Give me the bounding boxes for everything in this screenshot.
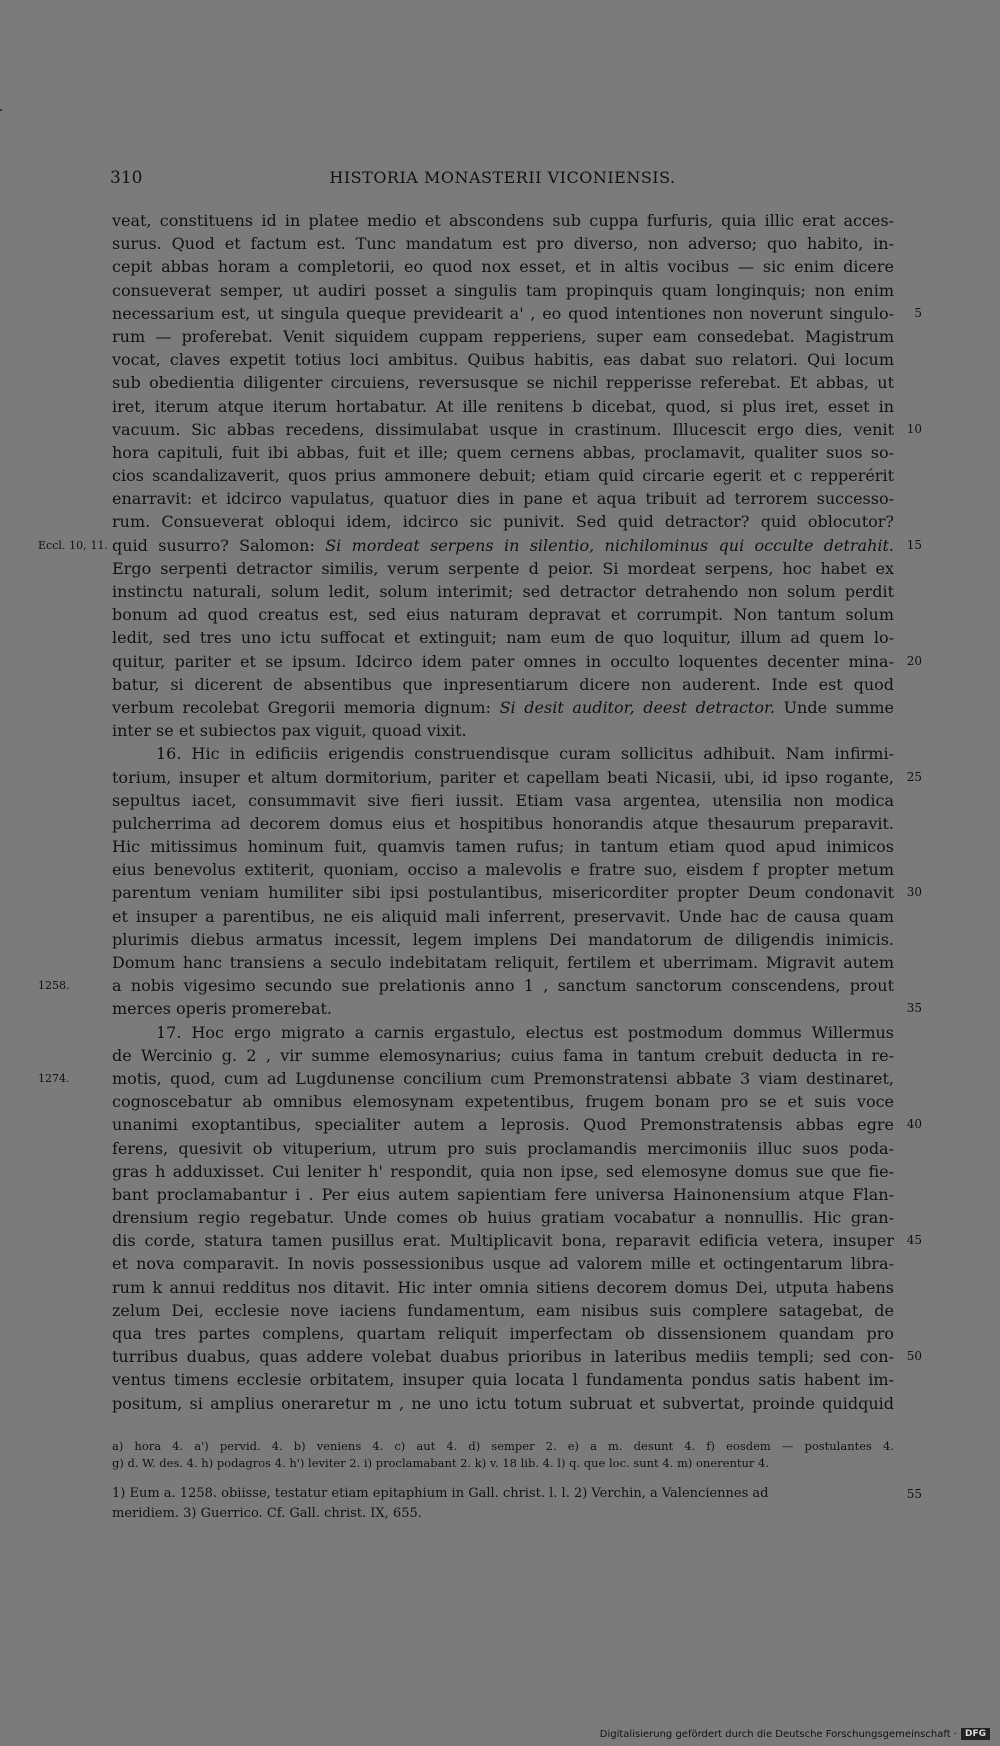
main-text <box>38 209 922 1415</box>
text-line <box>112 441 894 464</box>
text-line <box>112 858 894 881</box>
line-text: iret, iterum atque iterum hortabatur. At ille renitens b dicebat, quod, si plus iret, esset in <box>112 396 894 416</box>
line-text: a) hora 4. a') pervid. 4. b) veniens 4. c) aut 4. d) semper 2. e) a m. desunt 4. f) eosdem — postulantes 4. <box>112 1439 894 1453</box>
line-text: rum — proferebat. Venit siquidem cuppam repperiens, super eam consedebat. Magistrum <box>112 326 894 346</box>
line-text: surus. Quod et factum est. Tunc mandatum est pro diverso, non adverso; quo habito, in- <box>112 234 894 254</box>
line-text: cios scandalizaverit, quos prius ammonere debuit; etiam quid circarie egerit et c repperérit <box>112 466 894 486</box>
text-line <box>112 650 922 673</box>
scan-speck <box>0 109 2 111</box>
text-line <box>112 1206 894 1229</box>
text-line <box>112 1392 894 1415</box>
line-text: unanimi exoptantibus, specialiter autem a leprosis. Quod Premonstratensis abbas egre <box>112 1115 894 1135</box>
line-text: 1) Eum a. 1258. obiisse, testatur etiam epitaphium in Gall. christ. l. l. 2) Verchin, a Valenciennes ad <box>112 1486 769 1501</box>
line-number: 30 <box>906 885 922 900</box>
text-line <box>112 1160 894 1183</box>
line-text: quid susurro? Salomon: <box>112 535 326 555</box>
text-line <box>112 325 894 348</box>
textual-apparatus <box>112 1438 894 1472</box>
line-text: g) d. W. des. 4. h) podagros 4. h') leviter 2. i) proclamabant 2. k) v. 18 lib. 4. l) q. que loc. sunt 4. m) onerentur 4. <box>112 1456 770 1470</box>
text-line <box>112 1484 922 1504</box>
text-line <box>112 1252 894 1275</box>
line-number: 25 <box>906 769 922 784</box>
text-line <box>112 1044 894 1067</box>
line-text: positum, si amplius oneraretur m , ne uno ictu totum subruat et subvertat, proinde quidquid <box>112 1393 894 1413</box>
line-text: inter se et subiectos pax viguit, quoad vixit. <box>112 721 467 741</box>
commentary-notes <box>112 1484 922 1524</box>
line-number: 20 <box>906 653 922 668</box>
line-text: Domum hanc transiens a seculo indebitatam reliquit, fertilem et uberrimam. Migravit autem <box>112 953 894 972</box>
line-number: 45 <box>906 1233 922 1248</box>
dfg-logo: DFG <box>961 1728 990 1740</box>
line-text-tail: Unde summe <box>774 697 895 717</box>
text-line <box>112 719 894 742</box>
text-line <box>112 580 894 603</box>
line-text: enarravit: et idcirco vapulatus, quatuor dies in pane et aqua tribuit ad terrorem successo- <box>112 489 894 509</box>
line-number: 50 <box>906 1349 922 1364</box>
text-line <box>38 534 922 557</box>
line-text: sepultus iacet, consummavit sive fieri iussit. Etiam vasa argentea, utensilia non modica <box>112 790 894 810</box>
text-line <box>112 789 894 812</box>
text-line <box>112 371 894 394</box>
line-text: vocat, claves expetit totius loci ambitus. Quibus habitis, eas dabat suo relatori. Qui locum <box>112 350 894 370</box>
page-number: 310 <box>110 168 143 188</box>
line-text: et insuper a parentibus, ne eis aliquid mali inferrent, preservavit. Unde hac de causa quam <box>112 906 894 926</box>
line-text: veat, constituens id in platee medio et abscondens sub cuppa furfuris, quia illic erat acces- <box>112 211 894 230</box>
text-line <box>112 1137 894 1160</box>
line-number: 10 <box>906 421 922 436</box>
line-text: motis, quod, cum ad Lugdunense concilium cum Premonstratensi abbate 3 viam destinaret, <box>112 1068 894 1088</box>
text-line <box>112 1183 894 1206</box>
line-number: 55 <box>906 1487 922 1501</box>
text-line <box>112 1113 922 1136</box>
margin-note: Eccl. 10, 11. <box>38 538 108 552</box>
text-line <box>112 603 894 626</box>
text-line <box>112 418 922 441</box>
text-line <box>112 951 894 974</box>
line-text: ledit, sed tres uno ictu suffocat et extinguit; nam eum de quo loquitur, illum ad quem lo- <box>112 628 894 648</box>
line-text: bant proclamabantur i . Per eius autem sapientiam fere universa Hainonensium atque Flan- <box>112 1184 894 1204</box>
text-line <box>112 487 894 510</box>
text-line <box>112 510 894 533</box>
text-line <box>112 881 922 904</box>
text-line <box>112 673 894 696</box>
text-line <box>112 928 894 951</box>
text-line <box>112 835 894 858</box>
line-text: plurimis diebus armatus incessit, legem implens Dei mandatorum de diligendis inimicis. <box>112 929 894 949</box>
text-line <box>38 1067 894 1090</box>
line-text: turribus duabus, quas addere volebat duabus prioribus in lateribus mediis templi; sed con- <box>112 1347 894 1367</box>
text-line <box>112 348 894 371</box>
line-number: 5 <box>914 305 922 320</box>
text-line <box>112 1229 922 1252</box>
line-text: cognoscebatur ab omnibus elemosynam expetentibus, frugem bonam pro se et suis voce <box>112 1092 894 1112</box>
italic-quote: Si mordeat serpens in silentio, nichilominus qui occulte detrahit. <box>325 535 895 555</box>
text-line <box>112 766 922 789</box>
margin-note: 1274. <box>38 1071 70 1085</box>
line-text: consueverat semper, ut audiri posset a singulis tam propinquis quam longinquis; non enim <box>112 280 894 300</box>
line-text: Hic mitissimus hominum fuit, quamvis tamen rufus; in tantum etiam quod apud inimicos <box>112 837 894 857</box>
line-text: instinctu naturali, solum ledit, solum interimit; sed detractor detrahendo non solum perdit <box>112 582 894 601</box>
text-line <box>112 232 894 255</box>
text-line <box>112 1455 894 1472</box>
text-line <box>112 905 894 928</box>
line-text: parentum veniam humiliter sibi ipsi postulantibus, misericorditer propter Deum condonavit <box>112 883 894 903</box>
italic-quote: Si desit auditor, deest detractor. <box>499 697 775 717</box>
text-line <box>112 279 894 302</box>
line-text: batur, si dicerent de absentibus que inpresentiarum dicere non auderent. Inde est quod <box>112 674 894 694</box>
line-text: qua tres partes complens, quartam reliquit imperfectam ob dissensionem quandam pro <box>112 1324 894 1343</box>
text-line <box>112 626 894 649</box>
line-number: 40 <box>906 1117 922 1132</box>
text-line <box>112 812 894 835</box>
text-line <box>112 1299 894 1322</box>
line-text: bonum ad quod creatus est, sed eius naturam depravat et corrumpit. Non tantum solum <box>112 605 894 625</box>
line-text: dis corde, statura tamen pusillus erat. Multiplicavit bona, reparavit edificia vetera, insuper <box>112 1231 894 1251</box>
text-line <box>112 1322 894 1345</box>
text-line <box>112 1021 894 1044</box>
line-text: ferens, quesivit ob vituperium, utrum pro suis proclamandis mercimoniis illuc suos poda- <box>112 1138 894 1158</box>
text-line <box>112 742 894 765</box>
text-line <box>112 997 922 1020</box>
line-text: rum. Consueverat obloqui idem, idcirco sic punivit. Sed quid detractor? quid oblocutor? <box>112 512 894 532</box>
text-line <box>112 1438 894 1455</box>
line-text: ventus timens ecclesie orbitatem, insuper quia locata l fundamenta pondus satis habent im- <box>112 1370 894 1390</box>
text-line <box>112 395 894 418</box>
line-text: a nobis vigesimo secundo sue prelationis anno 1 , sanctum sanctorum conscendens, prout <box>112 976 894 996</box>
line-text: merces operis promerebat. <box>112 999 332 1019</box>
line-text: meridiem. 3) Guerrico. Cf. Gall. christ. IX, 655. <box>112 1506 422 1521</box>
line-text: rum k annui redditus nos ditavit. Hic inter omnia sitiens decorem domus Dei, utputa habens <box>112 1277 894 1297</box>
line-text: vacuum. Sic abbas recedens, dissimulabat usque in crastinum. Illucescit ergo dies, venit <box>112 419 894 439</box>
line-text: eius benevolus extiterit, quoniam, occiso a malevolis e fratre suo, eisdem f propter metum <box>112 860 894 880</box>
line-text: cepit abbas horam a completorii, eo quod nox esset, et in altis vocibus — sic enim dicere <box>112 257 894 277</box>
text-line <box>112 209 894 232</box>
line-text: et nova comparavit. In novis possessionibus usque ad valorem mille et octingentarum libra- <box>112 1254 894 1274</box>
text-line <box>38 974 894 997</box>
digitization-credit <box>600 1728 990 1740</box>
line-text: hora capituli, fuit ibi abbas, fuit et ille; quem cernens abbas, proclamavit, qualiter suos so- <box>112 442 894 462</box>
line-number: 35 <box>906 1001 922 1016</box>
text-line <box>112 1276 894 1299</box>
margin-note: 1258. <box>38 979 70 993</box>
text-line <box>112 1345 922 1368</box>
text-line <box>112 464 894 487</box>
running-title: HISTORIA MONASTERII VICONIENSIS. <box>329 168 676 187</box>
text-line <box>112 557 894 580</box>
line-text: de Wercinio g. 2 , vir summe elemosynarius; cuius fama in tantum crebuit deducta in re- <box>112 1045 894 1065</box>
credit-text: Digitalisierung gefördert durch die Deutsche Forschungsgemeinschaft · <box>599 1728 957 1740</box>
line-text: verbum recolebat Gregorii memoria dignum: <box>112 697 500 717</box>
line-text: quitur, pariter et se ipsum. Idcirco idem pater omnes in occulto loquentes decenter mina- <box>112 651 894 671</box>
text-line <box>112 1090 894 1113</box>
line-text: sub obedientia diligenter circuiens, reversusque se nichil repperisse referebat. Et abbas, ut <box>112 373 894 393</box>
text-line <box>112 302 922 325</box>
line-text: pulcherrima ad decorem domus eius et hospitibus honorandis atque thesaurum preparavit. <box>112 813 894 833</box>
line-text: necessarium est, ut singula queque previdearit a' , eo quod intentiones non noverunt singulo- <box>112 303 894 323</box>
line-number: 15 <box>906 537 922 552</box>
line-text: zelum Dei, ecclesie nove iaciens fundamentum, eam nisibus suis complere satagebat, de <box>112 1300 894 1320</box>
line-text: Ergo serpenti detractor similis, verum serpente d peior. Si mordeat serpens, hoc habet ex <box>112 558 894 578</box>
text-line <box>112 696 894 719</box>
line-text: torium, insuper et altum dormitorium, pariter et capellam beati Nicasii, ubi, id ipso rogante, <box>112 767 894 787</box>
text-line <box>112 255 894 278</box>
line-text: drensium regio regebatur. Unde comes ob huius gratiam vocabatur a nonnullis. Hic gran- <box>112 1208 894 1228</box>
text-line <box>112 1504 894 1524</box>
line-text: gras h adduxisset. Cui leniter h' respondit, quia non ipse, sed elemosyne domus sue que fie- <box>112 1161 894 1181</box>
line-text: 17. Hoc ergo migrato a carnis ergastulo, electus est postmodum dommus Willermus <box>156 1022 894 1042</box>
running-header <box>110 168 895 192</box>
text-line <box>112 1368 894 1391</box>
line-text: 16. Hic in edificiis erigendis construendisque curam sollicitus adhibuit. Nam infirmi- <box>156 744 894 764</box>
